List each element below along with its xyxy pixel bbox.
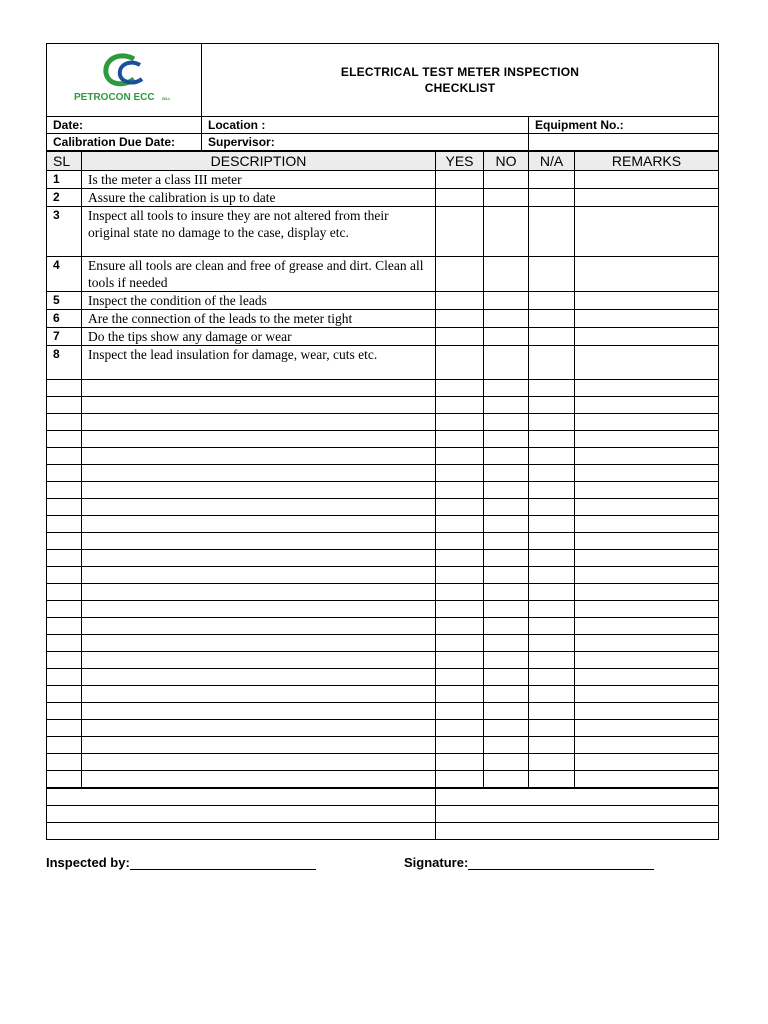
date-field[interactable]: Date: <box>47 117 202 134</box>
yes-cell[interactable] <box>436 771 484 788</box>
no-cell[interactable] <box>484 669 529 686</box>
na-cell[interactable] <box>529 346 575 380</box>
footer-cell-left[interactable] <box>47 806 436 823</box>
na-cell[interactable] <box>529 635 575 652</box>
na-cell[interactable] <box>529 669 575 686</box>
table-row <box>47 171 719 189</box>
sl-cell[interactable] <box>47 720 82 737</box>
na-cell[interactable] <box>529 310 575 328</box>
remarks-cell[interactable] <box>575 720 719 737</box>
footer-cell-left[interactable] <box>47 823 436 840</box>
sl-cell[interactable] <box>47 533 82 550</box>
blank-table-row <box>47 584 719 601</box>
location-field[interactable]: Location : <box>202 117 529 134</box>
item-sl: 4 <box>47 257 82 292</box>
signature-input[interactable] <box>468 855 654 870</box>
col-na: N/A <box>529 152 575 171</box>
description-cell[interactable] <box>82 499 436 516</box>
description-cell[interactable] <box>82 771 436 788</box>
blank-table-row <box>47 397 719 414</box>
sl-cell[interactable] <box>47 482 82 499</box>
na-cell[interactable] <box>529 257 575 292</box>
no-cell[interactable] <box>484 737 529 754</box>
svg-text:PETROCON ECC: PETROCON ECC <box>74 92 155 103</box>
header-table <box>46 43 719 151</box>
no-cell[interactable] <box>484 720 529 737</box>
yes-cell[interactable] <box>436 618 484 635</box>
no-cell[interactable] <box>484 550 529 567</box>
yes-cell[interactable] <box>436 550 484 567</box>
blank-table-row <box>47 482 719 499</box>
yes-cell[interactable] <box>436 754 484 771</box>
footer-row <box>47 823 719 840</box>
item-description: Inspect the lead insulation for damage, wear, cuts etc. <box>82 346 436 380</box>
footer-row <box>47 789 719 806</box>
na-cell[interactable] <box>529 499 575 516</box>
no-cell[interactable] <box>484 533 529 550</box>
blank-table-row <box>47 601 719 618</box>
item-description: Assure the calibration is up to date <box>82 189 436 207</box>
no-cell[interactable] <box>484 292 529 310</box>
remarks-cell[interactable] <box>575 292 719 310</box>
no-cell[interactable] <box>484 380 529 397</box>
blank-table-row <box>47 754 719 771</box>
sl-cell[interactable] <box>47 737 82 754</box>
na-cell[interactable] <box>529 737 575 754</box>
empty-header-cell[interactable] <box>529 134 719 151</box>
item-description: Inspect the condition of the leads <box>82 292 436 310</box>
blank-table-row <box>47 550 719 567</box>
sl-cell[interactable] <box>47 397 82 414</box>
description-cell[interactable] <box>82 431 436 448</box>
yes-cell[interactable] <box>436 737 484 754</box>
yes-cell[interactable] <box>436 482 484 499</box>
col-no: NO <box>484 152 529 171</box>
remarks-cell[interactable] <box>575 189 719 207</box>
description-cell[interactable] <box>82 584 436 601</box>
na-cell[interactable] <box>529 567 575 584</box>
description-cell[interactable] <box>82 601 436 618</box>
description-cell[interactable] <box>82 737 436 754</box>
footer-row <box>47 806 719 823</box>
yes-cell[interactable] <box>436 499 484 516</box>
no-cell[interactable] <box>484 328 529 346</box>
remarks-cell[interactable] <box>575 465 719 482</box>
description-cell[interactable] <box>82 516 436 533</box>
description-cell[interactable] <box>82 380 436 397</box>
description-cell[interactable] <box>82 652 436 669</box>
remarks-cell[interactable] <box>575 310 719 328</box>
inspected-by-line <box>46 855 316 870</box>
svg-text:WLL: WLL <box>162 96 171 101</box>
sl-cell[interactable] <box>47 652 82 669</box>
yes-cell[interactable] <box>436 635 484 652</box>
item-description: Ensure all tools are clean and free of grease and dirt. Clean all tools if needed <box>82 257 436 292</box>
table-row <box>47 257 719 292</box>
petrocon-logo-icon <box>64 49 184 107</box>
na-cell[interactable] <box>529 414 575 431</box>
item-description: Are the connection of the leads to the meter tight <box>82 310 436 328</box>
no-cell[interactable] <box>484 618 529 635</box>
supervisor-field[interactable]: Supervisor: <box>202 134 529 151</box>
no-cell[interactable] <box>484 516 529 533</box>
no-cell[interactable] <box>484 207 529 257</box>
no-cell[interactable] <box>484 499 529 516</box>
sl-cell[interactable] <box>47 448 82 465</box>
na-cell[interactable] <box>529 720 575 737</box>
blank-table-row <box>47 771 719 788</box>
remarks-cell[interactable] <box>575 652 719 669</box>
description-cell[interactable] <box>82 533 436 550</box>
sl-cell[interactable] <box>47 499 82 516</box>
na-cell[interactable] <box>529 482 575 499</box>
description-cell[interactable] <box>82 414 436 431</box>
description-cell[interactable] <box>82 550 436 567</box>
blank-table-row <box>47 635 719 652</box>
item-sl: 7 <box>47 328 82 346</box>
checklist-table <box>46 151 719 788</box>
yes-cell[interactable] <box>436 207 484 257</box>
sl-cell[interactable] <box>47 465 82 482</box>
yes-cell[interactable] <box>436 652 484 669</box>
na-cell[interactable] <box>529 292 575 310</box>
yes-cell[interactable] <box>436 465 484 482</box>
footer-cell-right[interactable] <box>436 806 719 823</box>
item-sl: 3 <box>47 207 82 257</box>
na-cell[interactable] <box>529 703 575 720</box>
yes-cell[interactable] <box>436 292 484 310</box>
inspected-by-label: Inspected by: <box>46 855 130 870</box>
sl-cell[interactable] <box>47 414 82 431</box>
equipment-no-field[interactable]: Equipment No.: <box>529 117 719 134</box>
table-row <box>47 292 719 310</box>
yes-cell[interactable] <box>436 448 484 465</box>
remarks-cell[interactable] <box>575 550 719 567</box>
yes-cell[interactable] <box>436 310 484 328</box>
description-cell[interactable] <box>82 754 436 771</box>
column-header-row <box>47 152 719 171</box>
title-line-2: CHECKLIST <box>424 81 496 95</box>
description-cell[interactable] <box>82 567 436 584</box>
no-cell[interactable] <box>484 754 529 771</box>
blank-table-row <box>47 669 719 686</box>
item-sl: 1 <box>47 171 82 189</box>
no-cell[interactable] <box>484 257 529 292</box>
no-cell[interactable] <box>484 567 529 584</box>
na-cell[interactable] <box>529 207 575 257</box>
yes-cell[interactable] <box>436 171 484 189</box>
yes-cell[interactable] <box>436 584 484 601</box>
sl-cell[interactable] <box>47 550 82 567</box>
table-row <box>47 328 719 346</box>
description-cell[interactable] <box>82 482 436 499</box>
signature-line <box>404 855 654 870</box>
blank-table-row <box>47 499 719 516</box>
signature-label: Signature: <box>404 855 469 870</box>
remarks-cell[interactable] <box>575 703 719 720</box>
blank-table-row <box>47 465 719 482</box>
sl-cell[interactable] <box>47 431 82 448</box>
na-cell[interactable] <box>529 397 575 414</box>
item-sl: 8 <box>47 346 82 380</box>
no-cell[interactable] <box>484 635 529 652</box>
blank-table-row <box>47 737 719 754</box>
na-cell[interactable] <box>529 380 575 397</box>
remarks-cell[interactable] <box>575 737 719 754</box>
sl-cell[interactable] <box>47 567 82 584</box>
na-cell[interactable] <box>529 771 575 788</box>
blank-table-row <box>47 431 719 448</box>
no-cell[interactable] <box>484 465 529 482</box>
description-cell[interactable] <box>82 448 436 465</box>
table-row <box>47 346 719 380</box>
remarks-cell[interactable] <box>575 584 719 601</box>
na-cell[interactable] <box>529 754 575 771</box>
remarks-cell[interactable] <box>575 618 719 635</box>
na-cell[interactable] <box>529 189 575 207</box>
no-cell[interactable] <box>484 448 529 465</box>
logo-cell <box>47 44 202 117</box>
blank-table-row <box>47 533 719 550</box>
na-cell[interactable] <box>529 584 575 601</box>
yes-cell[interactable] <box>436 686 484 703</box>
yes-cell[interactable] <box>436 346 484 380</box>
no-cell[interactable] <box>484 189 529 207</box>
no-cell[interactable] <box>484 686 529 703</box>
table-row <box>47 310 719 328</box>
title-line-1: ELECTRICAL TEST METER INSPECTION <box>340 65 580 79</box>
na-cell[interactable] <box>529 550 575 567</box>
item-description: Do the tips show any damage or wear <box>82 328 436 346</box>
yes-cell[interactable] <box>436 189 484 207</box>
remarks-cell[interactable] <box>575 533 719 550</box>
checklist-sheet <box>46 43 718 840</box>
item-description: Inspect all tools to insure they are not altered from their original state no damage to the case, display etc. <box>82 207 436 257</box>
no-cell[interactable] <box>484 414 529 431</box>
remarks-cell[interactable] <box>575 207 719 257</box>
na-cell[interactable] <box>529 652 575 669</box>
na-cell[interactable] <box>529 516 575 533</box>
table-row <box>47 189 719 207</box>
na-cell[interactable] <box>529 448 575 465</box>
description-cell[interactable] <box>82 635 436 652</box>
remarks-cell[interactable] <box>575 567 719 584</box>
no-cell[interactable] <box>484 171 529 189</box>
yes-cell[interactable] <box>436 533 484 550</box>
footer-cell-right[interactable] <box>436 789 719 806</box>
remarks-cell[interactable] <box>575 516 719 533</box>
table-row <box>47 207 719 257</box>
no-cell[interactable] <box>484 601 529 618</box>
remarks-cell[interactable] <box>575 380 719 397</box>
remarks-cell[interactable] <box>575 448 719 465</box>
remarks-cell[interactable] <box>575 601 719 618</box>
blank-table-row <box>47 567 719 584</box>
footer-cell-right[interactable] <box>436 823 719 840</box>
sl-cell[interactable] <box>47 771 82 788</box>
blank-table-row <box>47 720 719 737</box>
blank-table-row <box>47 703 719 720</box>
blank-table-row <box>47 448 719 465</box>
remarks-cell[interactable] <box>575 257 719 292</box>
remarks-cell[interactable] <box>575 669 719 686</box>
remarks-cell[interactable] <box>575 171 719 189</box>
remarks-cell[interactable] <box>575 414 719 431</box>
remarks-cell[interactable] <box>575 686 719 703</box>
sl-cell[interactable] <box>47 754 82 771</box>
calibration-due-field[interactable]: Calibration Due Date: <box>47 134 202 151</box>
na-cell[interactable] <box>529 431 575 448</box>
description-cell[interactable] <box>82 686 436 703</box>
no-cell[interactable] <box>484 482 529 499</box>
sl-cell[interactable] <box>47 601 82 618</box>
footer-table <box>46 788 719 840</box>
na-cell[interactable] <box>529 328 575 346</box>
col-sl: SL <box>47 152 82 171</box>
sl-cell[interactable] <box>47 669 82 686</box>
yes-cell[interactable] <box>436 567 484 584</box>
item-description: Is the meter a class III meter <box>82 171 436 189</box>
item-sl: 6 <box>47 310 82 328</box>
sl-cell[interactable] <box>47 686 82 703</box>
remarks-cell[interactable] <box>575 431 719 448</box>
yes-cell[interactable] <box>436 328 484 346</box>
item-sl: 5 <box>47 292 82 310</box>
na-cell[interactable] <box>529 465 575 482</box>
remarks-cell[interactable] <box>575 754 719 771</box>
description-cell[interactable] <box>82 465 436 482</box>
na-cell[interactable] <box>529 686 575 703</box>
yes-cell[interactable] <box>436 257 484 292</box>
blank-table-row <box>47 380 719 397</box>
na-cell[interactable] <box>529 533 575 550</box>
description-cell[interactable] <box>82 703 436 720</box>
description-cell[interactable] <box>82 669 436 686</box>
sl-cell[interactable] <box>47 584 82 601</box>
col-description: DESCRIPTION <box>82 152 436 171</box>
remarks-cell[interactable] <box>575 346 719 380</box>
sl-cell[interactable] <box>47 635 82 652</box>
page-title <box>202 44 719 117</box>
yes-cell[interactable] <box>436 380 484 397</box>
remarks-cell[interactable] <box>575 499 719 516</box>
blank-table-row <box>47 686 719 703</box>
yes-cell[interactable] <box>436 703 484 720</box>
remarks-cell[interactable] <box>575 771 719 788</box>
no-cell[interactable] <box>484 771 529 788</box>
item-sl: 2 <box>47 189 82 207</box>
na-cell[interactable] <box>529 171 575 189</box>
col-yes: YES <box>436 152 484 171</box>
inspected-by-input[interactable] <box>130 855 316 870</box>
col-remarks: REMARKS <box>575 152 719 171</box>
yes-cell[interactable] <box>436 601 484 618</box>
sl-cell[interactable] <box>47 516 82 533</box>
blank-table-row <box>47 516 719 533</box>
yes-cell[interactable] <box>436 720 484 737</box>
no-cell[interactable] <box>484 397 529 414</box>
blank-table-row <box>47 652 719 669</box>
yes-cell[interactable] <box>436 516 484 533</box>
remarks-cell[interactable] <box>575 635 719 652</box>
blank-table-row <box>47 414 719 431</box>
blank-table-row <box>47 618 719 635</box>
description-cell[interactable] <box>82 720 436 737</box>
no-cell[interactable] <box>484 346 529 380</box>
no-cell[interactable] <box>484 652 529 669</box>
blank-rows <box>47 380 719 788</box>
description-cell[interactable] <box>82 618 436 635</box>
no-cell[interactable] <box>484 431 529 448</box>
footer-cell-left[interactable] <box>47 789 436 806</box>
remarks-cell[interactable] <box>575 397 719 414</box>
na-cell[interactable] <box>529 618 575 635</box>
sl-cell[interactable] <box>47 618 82 635</box>
yes-cell[interactable] <box>436 431 484 448</box>
company-logo <box>53 49 195 111</box>
yes-cell[interactable] <box>436 669 484 686</box>
na-cell[interactable] <box>529 601 575 618</box>
no-cell[interactable] <box>484 310 529 328</box>
remarks-cell[interactable] <box>575 482 719 499</box>
no-cell[interactable] <box>484 584 529 601</box>
sl-cell[interactable] <box>47 380 82 397</box>
no-cell[interactable] <box>484 703 529 720</box>
sl-cell[interactable] <box>47 703 82 720</box>
remarks-cell[interactable] <box>575 328 719 346</box>
description-cell[interactable] <box>82 397 436 414</box>
yes-cell[interactable] <box>436 397 484 414</box>
yes-cell[interactable] <box>436 414 484 431</box>
